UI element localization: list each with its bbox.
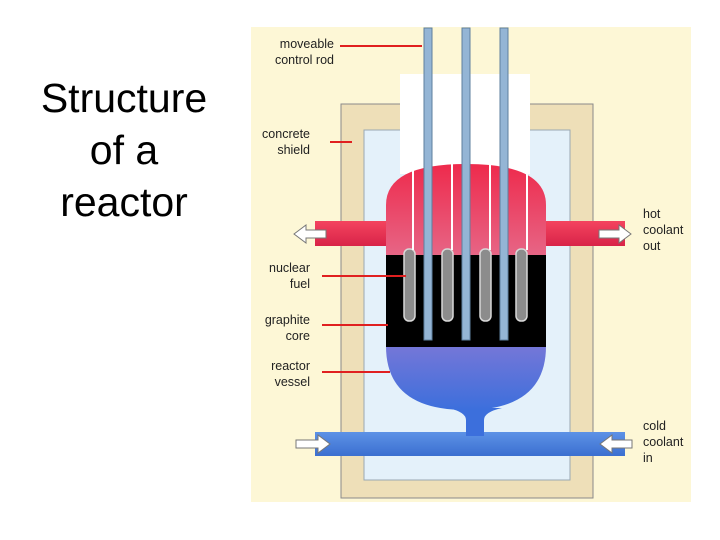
control-rod — [424, 28, 432, 340]
title-line-1: Structure — [40, 75, 208, 121]
label-graphite-core: graphite core — [264, 313, 310, 343]
label-hot-coolant: hot coolant out — [643, 207, 684, 253]
label-reactor-vessel: reactor vessel — [271, 359, 310, 389]
fuel-element — [442, 249, 453, 321]
control-rod — [462, 28, 470, 340]
title-line-3: reactor — [60, 179, 188, 225]
fuel-element — [480, 249, 491, 321]
label-control-rod: moveable control rod — [274, 37, 334, 67]
label-concrete-shield: concrete shield — [262, 127, 310, 157]
label-nuclear-fuel: nuclear fuel — [269, 261, 310, 291]
label-cold-coolant: cold coolant in — [643, 419, 684, 465]
fuel-element — [404, 249, 415, 321]
control-rod — [500, 28, 508, 340]
fuel-element — [516, 249, 527, 321]
title-line-2: of a — [89, 127, 159, 173]
